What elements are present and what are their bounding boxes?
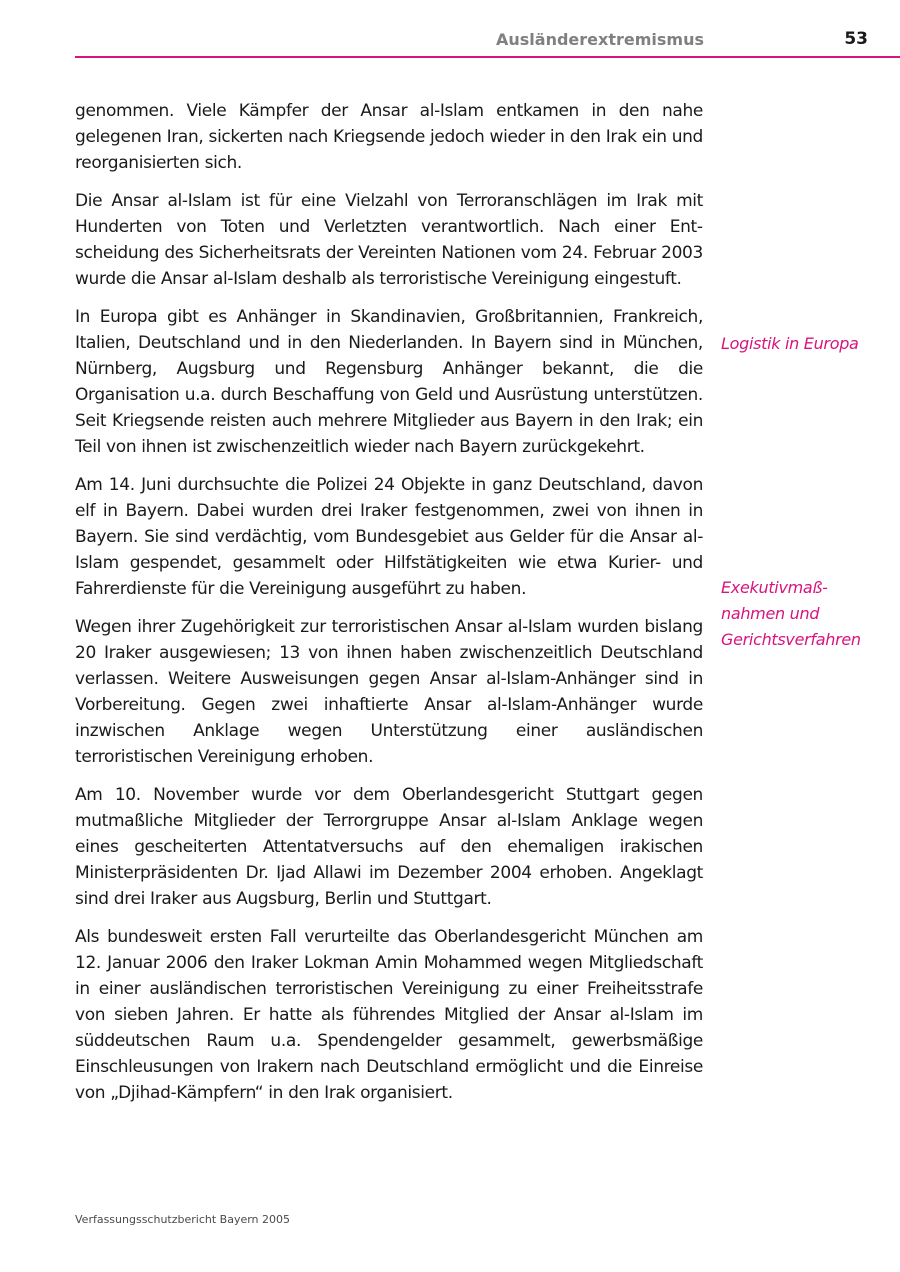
margin-note-line: Gerichtsverfahren xyxy=(721,630,861,649)
margin-note-logistik xyxy=(721,331,896,357)
margin-note-logistik-text: Logistik in Europa xyxy=(721,334,859,353)
page-number: 53 xyxy=(844,29,868,49)
paragraph: Wegen ihrer Zugehörigkeit zur terroristischen Ansar al-Islam wurden bislang 20 Iraker ausgewiesen; 13 von ihnen haben zwischenzeitlich Deutschland verlassen. Weitere Ausweisungen gegen Ansar al-Islam-Anhänger sind in Vorbereitung. Gegen zwei inhaftierte Ansar al-Islam-Anhänger wurde inzwischen Anklage wegen Unterstützung einer ausländischen terroristischen Vereinigung erhoben. xyxy=(75,617,703,767)
running-header-title: Ausländerextremismus xyxy=(496,30,704,49)
margin-note-line: nahmen und xyxy=(721,604,820,623)
paragraph: In Europa gibt es Anhänger in Skandinavien, Großbritannien, Frankreich, Italien, Deutschland und in den Niederlanden. In Bayern sind in München, Nürnberg, Augsburg und Regensburg Anhänger bekannt, die die Organisation u.a. durch Beschaffung von Geld und Ausrüstung unterstützen. Seit Kriegsende reisten auch mehrere Mitglieder aus Bayern in den Irak; ein Teil von ihnen ist zwischenzeitlich wieder nach Bayern zurückgekehrt. xyxy=(75,307,703,457)
paragraph: Am 10. November wurde vor dem Oberlandesgericht Stuttgart gegen mutmaßliche Mitglieder der Terrorgruppe Ansar al-Islam Anklage wegen eines gescheiterten Attentatversuchs auf den ehemaligen irakischen Ministerpräsidenten Dr. Ijad Allawi im Dezember 2004 erhoben. Angeklagt sind drei Iraker aus Augsburg, Berlin und Stuttgart. xyxy=(75,785,703,909)
footer: Verfassungsschutzbericht Bayern 2005 xyxy=(75,1213,291,1226)
paragraph: genommen. Viele Kämpfer der Ansar al-Islam entkamen in den nahe gelegenen Iran, sickerten nach Kriegsende jedoch wieder in den Irak ein und reorganisierten sich. xyxy=(75,101,703,173)
margin-note-exekutivmassnahmen xyxy=(721,575,896,653)
paragraph: Als bundesweit ersten Fall verurteilte das Oberlandesgericht München am 12. Januar 2006 den Iraker Lokman Amin Mohammed wegen Mitgliedschaft in einer ausländischen terroristischen Vereinigung zu einer Freiheitsstrafe von sieben Jahren. Er hatte als führendes Mitglied der Ansar al-Islam im süddeutschen Raum u.a. Spendengelder gesammelt, gewerbsmäßige Einschleusungen von Irakern nach Deutschland ermöglicht und die Einreise von „Djihad-Kämpfern“ in den Irak organisiert. xyxy=(75,927,703,1103)
paragraph: Die Ansar al-Islam ist für eine Vielzahl von Terroranschlägen im Irak mit Hunderten von Toten und Verletzten verantwortlich. Nach einer Entscheidung des Sicherheitsrats der Vereinten Nationen vom 24. Februar 2003 wurde die Ansar al-Islam deshalb als terroristische Vereinigung eingestuft. xyxy=(75,191,703,289)
body-text xyxy=(75,98,703,1118)
header-rule xyxy=(75,56,900,58)
paragraph: Am 14. Juni durchsuchte die Polizei 24 Objekte in ganz Deutschland, davon elf in Bayern. Dabei wurden drei Iraker festgenommen, zwei von ihnen in Bayern. Sie sind verdächtig, vom Bundesgebiet aus Gelder für die Ansar al-Islam gespendet, gesammelt oder Hilfstätigkeiten wie etwa Kurier- und Fahrerdienste für die Vereinigung ausgeführt zu haben. xyxy=(75,475,703,599)
margin-note-line: Exekutivmaß- xyxy=(721,578,828,597)
